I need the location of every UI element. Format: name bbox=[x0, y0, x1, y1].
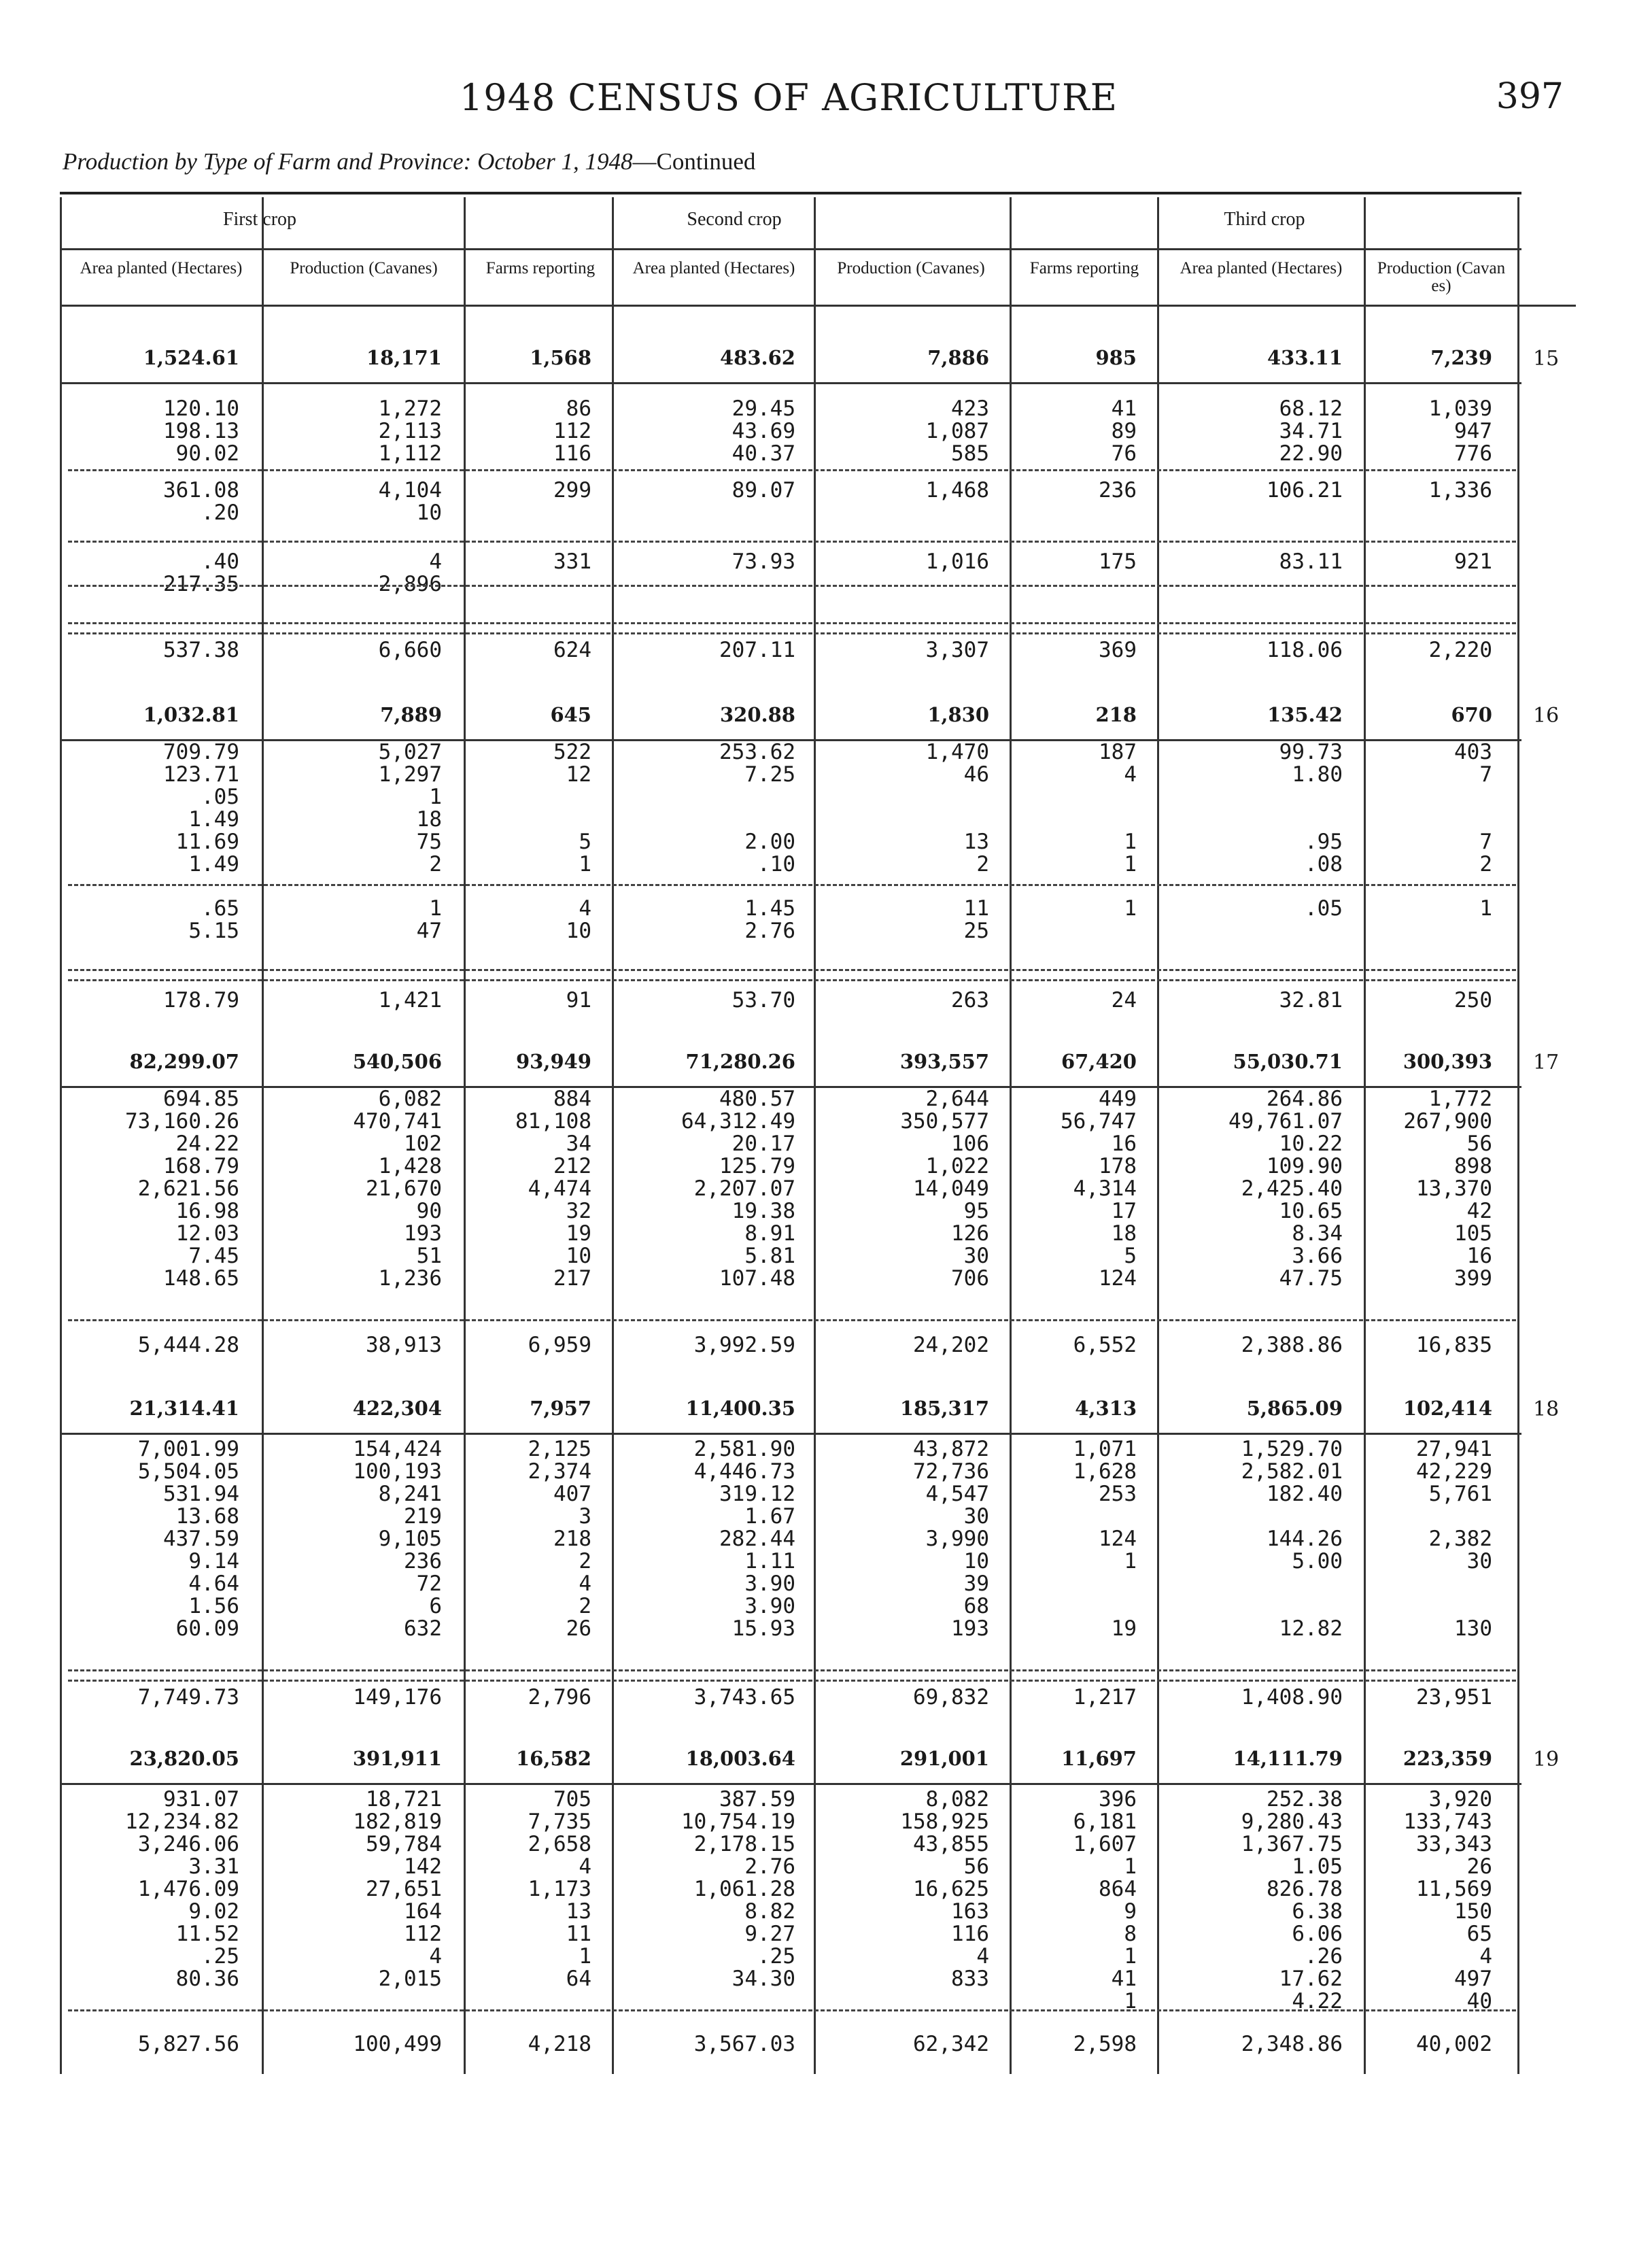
table-cell: 4 2,896 bbox=[378, 549, 442, 596]
table-cell: 86 112 116 bbox=[553, 396, 591, 466]
section-rule bbox=[60, 1433, 1521, 1435]
section-total-cell: 7,239 bbox=[1430, 346, 1492, 369]
section-total-cell: 5,865.09 bbox=[1246, 1397, 1343, 1420]
table-cell: 624 bbox=[553, 638, 591, 662]
table-cell: 537.38 bbox=[163, 638, 239, 662]
dashed-rule bbox=[68, 585, 1516, 587]
table-cell: 91 bbox=[566, 988, 591, 1013]
table-cell: 24 bbox=[1111, 988, 1137, 1013]
section-total-cell: 320.88 bbox=[720, 703, 795, 726]
table-cell: 1,421 bbox=[378, 988, 442, 1013]
col-header-first-production: Production (Cavanes) bbox=[290, 259, 438, 277]
section-total-cell: 433.11 bbox=[1267, 346, 1343, 369]
table-cell: 41 89 76 bbox=[1111, 396, 1137, 466]
section-rule bbox=[60, 1783, 1521, 1785]
table-cell: 154,424 100,193 8,241 219 9,105 236 72 6 632 bbox=[353, 1437, 442, 1641]
section-total-cell: 11,697 bbox=[1061, 1747, 1137, 1770]
table-cell: 1,468 bbox=[925, 478, 989, 503]
table-cell: 24,202 bbox=[913, 1333, 989, 1357]
table-cell: 178.79 bbox=[163, 988, 239, 1013]
table-cell: 99.73 1.80 .95 .08 bbox=[1279, 740, 1343, 877]
section-total-cell: 55,030.71 bbox=[1233, 1050, 1343, 1073]
table-cell: 369 bbox=[1099, 638, 1137, 662]
section-total-cell: 102,414 bbox=[1403, 1397, 1492, 1420]
table-cell: 449 56,747 16 178 4,314 17 18 5 124 bbox=[1061, 1087, 1137, 1291]
column-header-rule bbox=[60, 305, 1576, 307]
province-number: 18 bbox=[1533, 1397, 1560, 1421]
table-cell: 68.12 34.71 22.90 bbox=[1279, 396, 1343, 466]
section-total-cell: 21,314.41 bbox=[129, 1397, 239, 1420]
section-total-cell: 4,313 bbox=[1075, 1397, 1137, 1420]
table-cell: 1,336 bbox=[1428, 478, 1492, 503]
table-cell: 3,920 133,743 33,343 26 11,569 150 65 4 497 40 bbox=[1403, 1787, 1492, 2013]
section-total-cell: 1,568 bbox=[530, 346, 591, 369]
table-cell: 207.11 bbox=[719, 638, 795, 662]
table-cell: 694.85 73,160.26 24.22 168.79 2,621.56 16.98 12.03 7.45 148.65 bbox=[125, 1087, 239, 1291]
table-cell: 5,827.56 bbox=[137, 2032, 239, 2056]
table-cell: 7,001.99 5,504.05 531.94 13.68 437.59 9.14 4.64 1.56 60.09 bbox=[137, 1437, 239, 1641]
table-cell: 1,016 bbox=[925, 549, 989, 574]
dashed-rule bbox=[68, 969, 1516, 971]
table-cell: 3,992.59 bbox=[693, 1333, 795, 1357]
table-cell: 62,342 bbox=[913, 2032, 989, 2056]
table-cell: 69,832 bbox=[913, 1685, 989, 1710]
section-total-cell: 645 bbox=[550, 703, 591, 726]
table-cell: 8,082 158,925 43,855 56 16,625 163 116 4 833 bbox=[900, 1787, 989, 1991]
section-total-cell: 422,304 bbox=[352, 1397, 442, 1420]
table-cell: 5,444.28 bbox=[137, 1333, 239, 1357]
table-cell: 2,348.86 bbox=[1241, 2032, 1343, 2056]
table-cell: 236 bbox=[1099, 478, 1137, 503]
table-cell: 921 bbox=[1454, 549, 1492, 574]
section-rule bbox=[60, 382, 1521, 384]
table-cell: 387.59 10,754.19 2,178.15 2.76 1,061.28 8.82 9.27 .25 34.30 bbox=[681, 1787, 795, 1991]
section-total-cell: 16,582 bbox=[516, 1747, 591, 1770]
page-number: 397 bbox=[1496, 76, 1564, 117]
table-top-rule bbox=[60, 192, 1521, 194]
table-cell: 522 12 5 1 bbox=[553, 740, 591, 877]
table-cell: 1,217 bbox=[1073, 1685, 1137, 1710]
table-cell: 1,772 267,900 56 898 13,370 42 105 16 399 bbox=[1403, 1087, 1492, 1291]
section-total-cell: 93,949 bbox=[516, 1050, 591, 1073]
col-header-second-farms: Farms reporting bbox=[485, 259, 596, 277]
dashed-rule bbox=[68, 622, 1516, 624]
section-total-cell: 223,359 bbox=[1403, 1747, 1492, 1770]
province-number: 17 bbox=[1533, 1051, 1560, 1074]
section-total-cell: 540,506 bbox=[352, 1050, 442, 1073]
table-cell: 187 4 1 1 bbox=[1099, 740, 1137, 877]
dashed-rule bbox=[68, 2009, 1516, 2011]
table-cell: 83.11 bbox=[1279, 549, 1343, 574]
table-cell: 100,499 bbox=[353, 2032, 442, 2056]
col-header-third-farms: Farms reporting bbox=[1029, 259, 1139, 277]
table-cell: 120.10 198.13 90.02 bbox=[163, 396, 239, 466]
section-total-cell: 82,299.07 bbox=[129, 1050, 239, 1073]
table-cell: 1,039 947 776 bbox=[1428, 396, 1492, 466]
table-cell: 53.70 bbox=[732, 988, 795, 1013]
table-cell: 5,027 1,297 1 18 75 2 bbox=[378, 740, 442, 877]
table-cell: 73.93 bbox=[732, 549, 795, 574]
table-cell: 423 1,087 585 bbox=[925, 396, 989, 466]
table-cell: 705 7,735 2,658 4 1,173 13 11 1 64 bbox=[528, 1787, 591, 1991]
table-cell: 149,176 bbox=[353, 1685, 442, 1710]
table-cell: 884 81,108 34 212 4,474 32 19 10 217 bbox=[515, 1087, 591, 1291]
table-cell: 1,529.70 2,582.01 182.40 144.26 5.00 12.82 bbox=[1241, 1437, 1343, 1641]
table-cell: 3,567.03 bbox=[693, 2032, 795, 2056]
table-cell: .40 217.35 bbox=[163, 549, 239, 596]
group-header-third-crop: Third crop bbox=[1224, 209, 1305, 230]
col-header-first-area: Area planted (Hectares) bbox=[80, 259, 243, 277]
table-cell: 252.38 9,280.43 1,367.75 1.05 826.78 6.38 6.06 .26 17.62 4.22 bbox=[1241, 1787, 1343, 2013]
section-total-cell: 185,317 bbox=[899, 1397, 989, 1420]
table-cell: 40,002 bbox=[1416, 2032, 1492, 2056]
col-header-third-area: Area planted (Hectares) bbox=[1180, 259, 1343, 277]
table-cell: 32.81 bbox=[1279, 988, 1343, 1013]
table-cell: 1,408.90 bbox=[1241, 1685, 1343, 1710]
dashed-rule bbox=[68, 469, 1516, 471]
page-title: 1948 CENSUS OF AGRICULTURE bbox=[459, 76, 1118, 119]
table-cell: 331 bbox=[553, 549, 591, 574]
section-total-cell: 7,886 bbox=[927, 346, 989, 369]
col-header-third-production: Production (Cavan es) bbox=[1377, 259, 1506, 296]
section-total-cell: 23,820.05 bbox=[129, 1747, 239, 1770]
table-cell: 6,552 bbox=[1073, 1333, 1137, 1357]
table-subtitle: Production by Type of Farm and Province: October 1, 1948—Continued bbox=[63, 148, 756, 175]
dashed-rule bbox=[68, 1669, 1516, 1671]
section-total-cell: 300,393 bbox=[1403, 1050, 1492, 1073]
table-cell: 2,220 bbox=[1428, 638, 1492, 662]
table-cell: 106.21 bbox=[1267, 478, 1343, 503]
table-cell: 931.07 12,234.82 3,246.06 3.31 1,476.09 9.02 11.52 .25 80.36 bbox=[125, 1787, 239, 1991]
table-cell: 175 bbox=[1099, 549, 1137, 574]
table-cell: 2,598 bbox=[1073, 2032, 1137, 2056]
table-cell: 299 bbox=[553, 478, 591, 503]
table-cell: 250 bbox=[1454, 988, 1492, 1013]
section-total-cell: 670 bbox=[1451, 703, 1492, 726]
header-rule bbox=[60, 248, 1521, 250]
section-total-cell: 67,420 bbox=[1061, 1050, 1137, 1073]
table-cell: 38,913 bbox=[366, 1333, 442, 1357]
section-total-cell: 483.62 bbox=[720, 346, 795, 369]
table-cell: 27,941 42,229 5,761 2,382 30 130 bbox=[1416, 1437, 1492, 1641]
table-cell: 118.06 bbox=[1267, 638, 1343, 662]
table-cell: 3,743.65 bbox=[693, 1685, 795, 1710]
table-cell: 264.86 49,761.07 10.22 109.90 2,425.40 10.65 8.34 3.66 47.75 bbox=[1228, 1087, 1343, 1291]
table-cell: 89.07 bbox=[732, 478, 795, 503]
table-cell: 1 bbox=[1124, 896, 1137, 921]
table-cell: .05 bbox=[1305, 896, 1343, 921]
table-cell: .65 5.15 bbox=[188, 896, 239, 943]
province-number: 19 bbox=[1533, 1748, 1560, 1771]
table-cell: 1,071 1,628 253 124 1 19 bbox=[1073, 1437, 1137, 1641]
table-cell: 4,218 bbox=[528, 2032, 591, 2056]
dashed-rule bbox=[68, 1680, 1516, 1682]
table-cell: 1,272 2,113 1,112 bbox=[378, 396, 442, 466]
section-total-cell: 18,003.64 bbox=[685, 1747, 795, 1770]
table-cell: 29.45 43.69 40.37 bbox=[732, 396, 795, 466]
province-number: 15 bbox=[1533, 347, 1560, 371]
table-cell: 709.79 123.71 .05 1.49 11.69 1.49 bbox=[163, 740, 239, 877]
table-cell: 403 7 7 2 bbox=[1454, 740, 1492, 877]
col-rule bbox=[1517, 197, 1519, 2074]
table-cell: 1,470 46 13 2 bbox=[925, 740, 989, 877]
table-cell: 396 6,181 1,607 1 864 9 8 1 41 1 bbox=[1073, 1787, 1137, 2013]
section-total-cell: 18,171 bbox=[366, 346, 442, 369]
section-total-cell: 393,557 bbox=[899, 1050, 989, 1073]
table-cell: 2,388.86 bbox=[1241, 1333, 1343, 1357]
table-cell: 43,872 72,736 4,547 30 3,990 10 39 68 193 bbox=[913, 1437, 989, 1641]
table-cell: 18,721 182,819 59,784 142 27,651 164 112 4 2,015 bbox=[353, 1787, 442, 1991]
table-cell: 1.45 2.76 bbox=[744, 896, 795, 943]
table-cell: 2,644 350,577 106 1,022 14,049 95 126 30 706 bbox=[900, 1087, 989, 1291]
section-total-cell: 1,524.61 bbox=[143, 346, 239, 369]
table-cell: 2,796 bbox=[528, 1685, 591, 1710]
section-total-cell: 1,830 bbox=[927, 703, 989, 726]
dashed-rule bbox=[68, 1319, 1516, 1321]
table-cell: 361.08 .20 bbox=[163, 478, 239, 525]
col-header-second-production: Production (Cavanes) bbox=[837, 259, 985, 277]
section-total-cell: 71,280.26 bbox=[685, 1050, 795, 1073]
section-total-cell: 218 bbox=[1095, 703, 1137, 726]
table-cell: 253.62 7.25 2.00 .10 bbox=[719, 740, 795, 877]
dashed-rule bbox=[68, 541, 1516, 543]
section-total-cell: 1,032.81 bbox=[143, 703, 239, 726]
table-cell: 6,082 470,741 102 1,428 21,670 90 193 51 1,236 bbox=[353, 1087, 442, 1291]
table-cell: 4 10 bbox=[566, 896, 591, 943]
table-cell: 263 bbox=[951, 988, 989, 1013]
dashed-rule bbox=[68, 979, 1516, 981]
col-header-second-area: Area planted (Hectares) bbox=[632, 259, 795, 277]
province-number: 16 bbox=[1533, 704, 1560, 728]
section-total-cell: 985 bbox=[1095, 346, 1137, 369]
group-header-first-crop: First crop bbox=[222, 209, 297, 230]
table-cell: 16,835 bbox=[1416, 1333, 1492, 1357]
table-cell: 11 25 bbox=[963, 896, 989, 943]
table-cell: 6,959 bbox=[528, 1333, 591, 1357]
dashed-rule bbox=[68, 884, 1516, 886]
section-total-cell: 7,957 bbox=[530, 1397, 591, 1420]
section-total-cell: 11,400.35 bbox=[685, 1397, 795, 1420]
table-cell: 2,581.90 4,446.73 319.12 1.67 282.44 1.11 3.90 3.90 15.93 bbox=[693, 1437, 795, 1641]
section-total-cell: 391,911 bbox=[352, 1747, 442, 1770]
table-cell: 23,951 bbox=[1416, 1685, 1492, 1710]
table-cell: 1 bbox=[1479, 896, 1492, 921]
table-cell: 7,749.73 bbox=[137, 1685, 239, 1710]
table-cell: 4,104 10 bbox=[378, 478, 442, 525]
table-cell: 1 47 bbox=[416, 896, 442, 943]
table-cell: 2,125 2,374 407 3 218 2 4 2 26 bbox=[528, 1437, 591, 1641]
table-cell: 3,307 bbox=[925, 638, 989, 662]
dashed-rule bbox=[68, 632, 1516, 634]
group-header-second-crop: Second crop bbox=[687, 209, 782, 230]
table-cell: 480.57 64,312.49 20.17 125.79 2,207.07 19.38 8.91 5.81 107.48 bbox=[681, 1087, 795, 1291]
section-total-cell: 7,889 bbox=[380, 703, 442, 726]
section-total-cell: 291,001 bbox=[899, 1747, 989, 1770]
section-total-cell: 14,111.79 bbox=[1233, 1747, 1343, 1770]
table-cell: 6,660 bbox=[378, 638, 442, 662]
section-total-cell: 135.42 bbox=[1267, 703, 1343, 726]
